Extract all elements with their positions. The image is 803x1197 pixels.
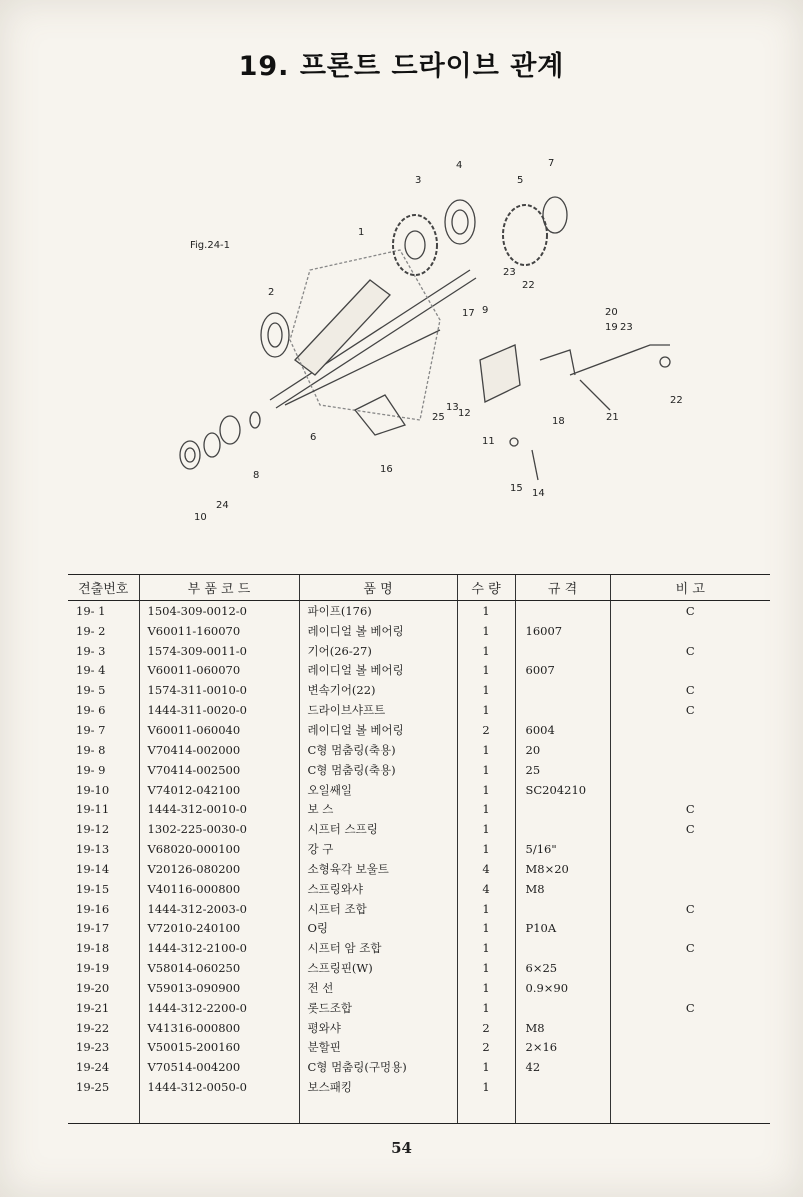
spec-cell (515, 938, 610, 958)
qty-cell: 1 (457, 760, 515, 780)
ref-no-cell: 19- 6 (76, 703, 106, 718)
part-code-cell: V59013-090900 (139, 978, 299, 998)
parts-table (68, 574, 770, 1124)
note-cell (610, 1057, 770, 1077)
ref-no-cell: 19-11 (76, 802, 110, 817)
part-code-cell: 1444-312-0010-0 (139, 799, 299, 819)
callout-23-right: 23 (620, 322, 633, 333)
spec-cell: SC204210 (515, 780, 610, 800)
note-cell (610, 661, 770, 681)
spec-cell: M8 (515, 879, 610, 899)
ref-no-cell: 19-19 (76, 961, 110, 976)
part-code-cell: 1574-311-0010-0 (139, 680, 299, 700)
qty-cell: 1 (457, 780, 515, 800)
qty-cell: 1 (457, 799, 515, 819)
ref-no-cell: 19- 8 (76, 742, 106, 757)
part-code-cell: V68020-000100 (139, 839, 299, 859)
callout-17: 17 (462, 308, 475, 319)
qty-cell: 1 (457, 680, 515, 700)
callout-18: 18 (552, 416, 565, 427)
qty-cell: 2 (457, 720, 515, 740)
qty-cell: 1 (457, 978, 515, 998)
part-code-cell: V72010-240100 (139, 919, 299, 939)
callout-5: 5 (517, 175, 524, 186)
ref-no-cell: 19-13 (76, 842, 110, 857)
callout-24: 24 (216, 500, 229, 511)
part-code-cell: V70414-002500 (139, 760, 299, 780)
qty-cell: 2 (457, 1018, 515, 1038)
header-note: 비 고 (610, 575, 770, 601)
callout-22-right: 22 (670, 395, 683, 406)
spec-cell (515, 641, 610, 661)
table-header-row (68, 575, 770, 601)
table-row (68, 661, 770, 681)
part-code-cell: V70514-004200 (139, 1057, 299, 1077)
part-code-cell: 1444-311-0020-0 (139, 700, 299, 720)
spec-cell (515, 1077, 610, 1097)
note-cell (610, 1077, 770, 1097)
callout-25: 25 (432, 412, 445, 423)
callout-2: 2 (268, 287, 275, 298)
callout-1: 1 (358, 227, 365, 238)
table-row (68, 1077, 770, 1097)
qty-cell: 1 (457, 1057, 515, 1077)
part-name-cell: 드라이브샤프트 (299, 700, 457, 720)
note-cell (610, 879, 770, 899)
spec-cell: P10A (515, 919, 610, 939)
qty-cell: 1 (457, 998, 515, 1018)
table-row (68, 1018, 770, 1038)
table-row (68, 621, 770, 641)
note-cell (610, 760, 770, 780)
table-row (68, 1038, 770, 1058)
part-code-cell: V58014-060250 (139, 958, 299, 978)
ref-no-cell: 19- 3 (76, 643, 106, 658)
note-cell: C (610, 998, 770, 1018)
part-name-cell: C형 멈춤링(구멍용) (299, 1057, 457, 1077)
spec-cell: M8×20 (515, 859, 610, 879)
callout-4: 4 (456, 160, 463, 171)
part-code-cell: V40116-000800 (139, 879, 299, 899)
table-row (68, 998, 770, 1018)
callout-9: 9 (482, 305, 489, 316)
qty-cell: 1 (457, 919, 515, 939)
table-row (68, 938, 770, 958)
spec-cell (515, 601, 610, 621)
note-cell: C (610, 819, 770, 839)
spec-cell (515, 998, 610, 1018)
spec-cell: 0.9×90 (515, 978, 610, 998)
qty-cell: 1 (457, 938, 515, 958)
ref-no-cell: 19-18 (76, 941, 110, 956)
spec-cell: 16007 (515, 621, 610, 641)
table-row (68, 879, 770, 899)
callout-22-top: 22 (522, 280, 535, 291)
header-part-code: 부 품 코 드 (139, 575, 299, 601)
qty-cell: 1 (457, 819, 515, 839)
callout-12: 12 (458, 408, 471, 419)
note-cell (610, 1038, 770, 1058)
header-spec: 규 격 (515, 575, 610, 601)
spec-cell: 2×16 (515, 1038, 610, 1058)
spec-cell: 6004 (515, 720, 610, 740)
spec-cell (515, 680, 610, 700)
spec-cell (515, 899, 610, 919)
part-name-cell: 전 선 (299, 978, 457, 998)
part-name-cell: 레이디얼 볼 베어링 (299, 661, 457, 681)
note-cell: C (610, 899, 770, 919)
page-number: 54 (391, 1139, 412, 1157)
table-row (68, 958, 770, 978)
part-code-cell: V60011-160070 (139, 621, 299, 641)
part-name-cell: C형 멈춤링(축용) (299, 740, 457, 760)
callout-19: 19 (605, 322, 618, 333)
callout-3: 3 (415, 175, 422, 186)
part-code-cell: 1444-312-2100-0 (139, 938, 299, 958)
header-qty: 수 량 (457, 575, 515, 601)
part-code-cell: 1444-312-2003-0 (139, 899, 299, 919)
callout-13: 13 (446, 402, 459, 413)
part-name-cell: 변속기어(22) (299, 680, 457, 700)
note-cell (610, 621, 770, 641)
table-row (68, 680, 770, 700)
part-name-cell: 스프링핀(W) (299, 958, 457, 978)
header-ref-no: 견출번호 (68, 575, 139, 601)
qty-cell: 4 (457, 859, 515, 879)
part-name-cell: 스프링와샤 (299, 879, 457, 899)
table-row (68, 700, 770, 720)
ref-no-cell: 19-14 (76, 861, 110, 876)
note-cell: C (610, 799, 770, 819)
part-code-cell: 1302-225-0030-0 (139, 819, 299, 839)
part-name-cell: 레이디얼 볼 베어링 (299, 621, 457, 641)
part-name-cell: C형 멈춤링(축용) (299, 760, 457, 780)
note-cell (610, 919, 770, 939)
callout-10: 10 (194, 512, 207, 523)
ref-no-cell: 19- 2 (76, 623, 106, 638)
note-cell: C (610, 700, 770, 720)
qty-cell: 1 (457, 899, 515, 919)
part-code-cell: V60011-060040 (139, 720, 299, 740)
fig-reference-label: Fig.24-1 (190, 240, 231, 251)
table-row (68, 978, 770, 998)
ref-no-cell: 19-20 (76, 980, 110, 995)
part-name-cell: 보스패킹 (299, 1077, 457, 1097)
spec-cell: 42 (515, 1057, 610, 1077)
qty-cell: 1 (457, 700, 515, 720)
note-cell: C (610, 680, 770, 700)
note-cell (610, 720, 770, 740)
callout-6: 6 (310, 432, 317, 443)
exploded-parts-diagram (170, 150, 710, 530)
part-code-cell: V20126-080200 (139, 859, 299, 879)
part-name-cell: 평와샤 (299, 1018, 457, 1038)
note-cell: C (610, 641, 770, 661)
part-name-cell: 롯드조합 (299, 998, 457, 1018)
table-row (68, 799, 770, 819)
ref-no-cell: 19- 7 (76, 722, 106, 737)
spec-cell: 25 (515, 760, 610, 780)
part-code-cell: V50015-200160 (139, 1038, 299, 1058)
table-row (68, 760, 770, 780)
ref-no-cell: 19- 4 (76, 663, 106, 678)
table-row (68, 899, 770, 919)
part-name-cell: 파이프(176) (299, 601, 457, 621)
qty-cell: 1 (457, 641, 515, 661)
part-name-cell: 보 스 (299, 799, 457, 819)
part-name-cell: 오일쌔일 (299, 780, 457, 800)
ref-no-cell: 19-16 (76, 901, 110, 916)
qty-cell: 1 (457, 601, 515, 621)
spec-cell: 20 (515, 740, 610, 760)
table-row (68, 839, 770, 859)
parts-table-body (68, 601, 770, 1124)
callout-20: 20 (605, 307, 618, 318)
part-code-cell: 1574-309-0011-0 (139, 641, 299, 661)
ref-no-cell: 19-15 (76, 881, 110, 896)
qty-cell: 1 (457, 839, 515, 859)
qty-cell: 1 (457, 1077, 515, 1097)
header-part-name: 품 명 (299, 575, 457, 601)
qty-cell: 1 (457, 740, 515, 760)
part-code-cell: V60011-060070 (139, 661, 299, 681)
callout-labels (190, 158, 683, 523)
spec-cell (515, 819, 610, 839)
part-name-cell: 레이디얼 볼 베어링 (299, 720, 457, 740)
parts-table-container (68, 574, 770, 1124)
table-spacer-row (68, 1097, 770, 1124)
part-name-cell: 시프터 스프링 (299, 819, 457, 839)
spec-cell: 5/16" (515, 839, 610, 859)
spec-cell: M8 (515, 1018, 610, 1038)
note-cell (610, 780, 770, 800)
table-row (68, 919, 770, 939)
ref-no-cell: 19-24 (76, 1060, 110, 1075)
note-cell (610, 1018, 770, 1038)
table-row (68, 819, 770, 839)
table-row (68, 641, 770, 661)
part-name-cell: 시프터 암 조합 (299, 938, 457, 958)
part-code-cell: 1444-312-2200-0 (139, 998, 299, 1018)
ref-no-cell: 19- 5 (76, 683, 106, 698)
table-row (68, 780, 770, 800)
ref-no-cell: 19-23 (76, 1040, 110, 1055)
note-cell (610, 859, 770, 879)
table-row (68, 720, 770, 740)
callout-16: 16 (380, 464, 393, 475)
spec-cell: 6×25 (515, 958, 610, 978)
table-row (68, 859, 770, 879)
part-code-cell: V41316-000800 (139, 1018, 299, 1038)
table-row (68, 740, 770, 760)
qty-cell: 1 (457, 621, 515, 641)
callout-21: 21 (606, 412, 619, 423)
table-row (68, 1057, 770, 1077)
note-cell: C (610, 938, 770, 958)
callout-11: 11 (482, 436, 495, 447)
note-cell: C (610, 601, 770, 621)
callout-15: 15 (510, 483, 523, 494)
ref-no-cell: 19-21 (76, 1000, 110, 1015)
part-name-cell: 시프터 조합 (299, 899, 457, 919)
callout-7: 7 (548, 158, 555, 169)
page-title: 19. 프론트 드라이브 관계 (238, 51, 565, 82)
table-row (68, 601, 770, 621)
part-name-cell: 소형육각 보울트 (299, 859, 457, 879)
ref-no-cell: 19- 9 (76, 762, 106, 777)
note-cell (610, 740, 770, 760)
ref-no-cell: 19-10 (76, 782, 110, 797)
note-cell (610, 839, 770, 859)
note-cell (610, 958, 770, 978)
spec-cell (515, 799, 610, 819)
part-name-cell: O링 (299, 919, 457, 939)
part-code-cell: V70414-002000 (139, 740, 299, 760)
callout-14: 14 (532, 488, 545, 499)
part-code-cell: 1444-312-0050-0 (139, 1077, 299, 1097)
part-name-cell: 분할핀 (299, 1038, 457, 1058)
qty-cell: 1 (457, 958, 515, 978)
spec-cell: 6007 (515, 661, 610, 681)
ref-no-cell: 19-12 (76, 822, 110, 837)
part-name-cell: 기어(26-27) (299, 641, 457, 661)
ref-no-cell: 19-17 (76, 921, 110, 936)
part-code-cell: 1504-309-0012-0 (139, 601, 299, 621)
qty-cell: 1 (457, 661, 515, 681)
qty-cell: 2 (457, 1038, 515, 1058)
ref-no-cell: 19-25 (76, 1080, 110, 1095)
ref-no-cell: 19-22 (76, 1020, 110, 1035)
part-code-cell: V74012-042100 (139, 780, 299, 800)
ref-no-cell: 19- 1 (76, 603, 106, 618)
callout-8: 8 (253, 470, 260, 481)
qty-cell: 4 (457, 879, 515, 899)
callout-23-top: 23 (503, 267, 516, 278)
spec-cell (515, 700, 610, 720)
part-name-cell: 강 구 (299, 839, 457, 859)
note-cell (610, 978, 770, 998)
